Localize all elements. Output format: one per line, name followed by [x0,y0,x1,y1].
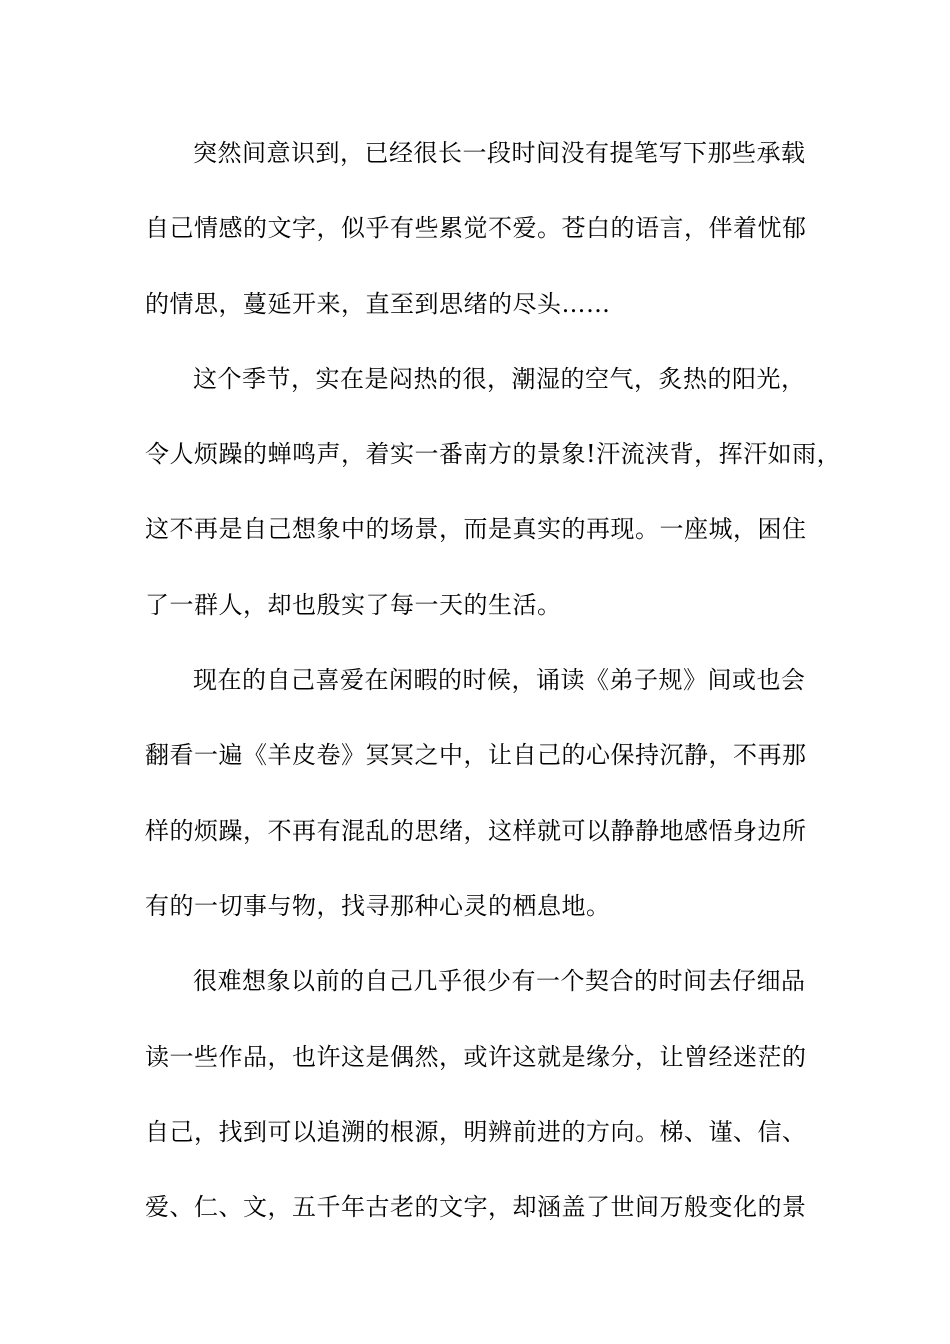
text-line: 有的一切事与物，找寻那种心灵的栖息地。 [145,891,611,920]
text-line: 很难想象以前的自己几乎很少有一个契合的时间去仔细品 [193,967,806,996]
text-line: 自己情感的文字，似乎有些累觉不爱。苍白的语言，伴着忧郁 [145,214,807,243]
paragraph-4 [145,952,810,1253]
text-line: 读一些作品，也许这是偶然，或许这就是缘分，让曾经迷茫的 [145,1042,807,1071]
paragraph-2 [145,350,842,651]
text-line: 这不再是自己想象中的场景，而是真实的再现。一座城，困住 [145,515,807,544]
paragraph-3 [145,651,810,952]
text-line: 令人烦躁的蝉鸣声，着实一番南方的景象!汗流浃背，挥汗如雨， [145,440,842,469]
document-body [145,124,842,1253]
text-line: 这个季节，实在是闷热的很，潮湿的空气，炙热的阳光， [193,364,806,393]
text-line: 样的烦躁，不再有混乱的思绪，这样就可以静静地感悟身边所 [145,816,807,845]
text-line: 的情思，蔓延开来，直至到思绪的尽头…… [145,289,611,318]
text-line: 翻看一遍《羊皮卷》冥冥之中，让自己的心保持沉静，不再那 [145,741,807,770]
text-line: 突然间意识到，已经很长一段时间没有提笔写下那些承载 [193,139,806,167]
text-line: 自己，找到可以追溯的根源，明辨前进的方向。梯、谨、信、 [145,1117,807,1146]
text-line: 爱、仁、文，五千年古老的文字，却涵盖了世间万般变化的景 [145,1193,807,1222]
text-line: 了一群人，却也殷实了每一天的生活。 [145,590,562,619]
text-line: 现在的自己喜爱在闲暇的时候，诵读《弟子规》间或也会 [193,666,806,695]
paragraph-1 [145,124,810,350]
